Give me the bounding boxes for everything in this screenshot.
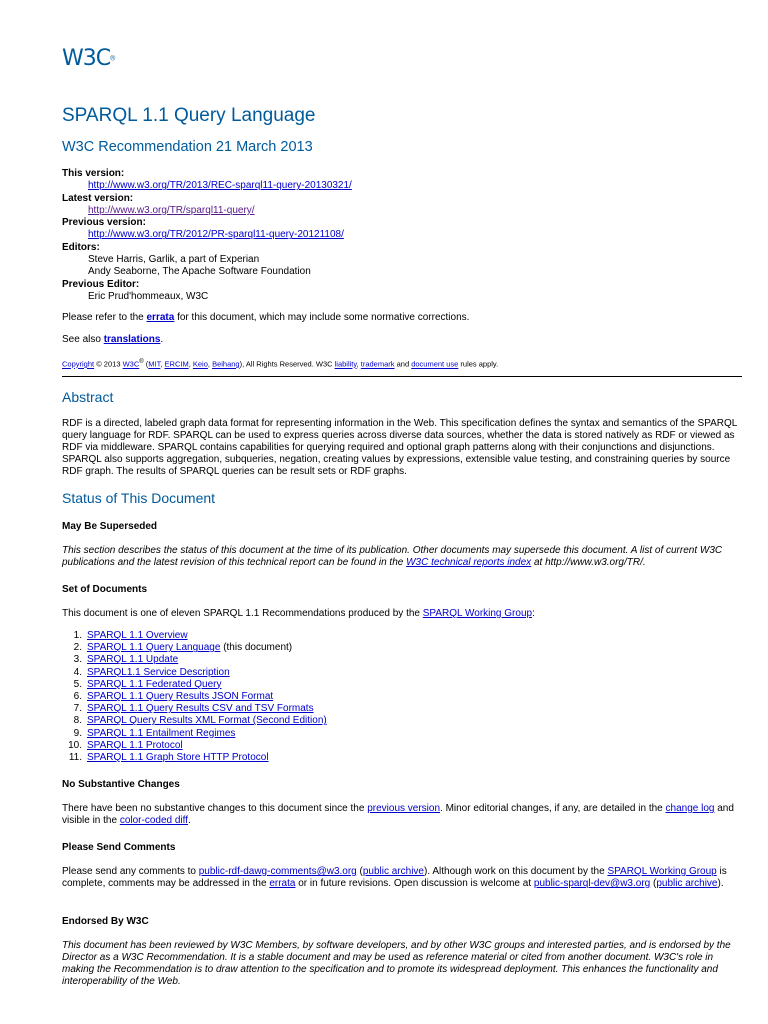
document-use-link[interactable]: document use (411, 359, 459, 369)
w3c-logo-reg: ® (110, 55, 116, 63)
endorsed-text: This document has been reviewed by W3C Members, by software developers, and by other W3C groups and interested parties, and is endorsed by the Director as a W3C Recommendation. It is a stable document and may be used as reference material or cited from another document. W3C's role in making the Recommendation is to draw attention to the specification and to promote its widespread deployment. This enhances the functionality and interoperability of the Web. (62, 940, 731, 987)
copyright-notice: Copyright © 2013 W3C® (MIT, ERCIM, Keio, Beihang), All Rights Reserved. W3C liability, trademark and document use rules apply. (62, 359, 499, 369)
list-item (62, 752, 662, 764)
this-version-link[interactable]: http://www.w3.org/TR/2013/REC-sparql11-query-20130321/ (88, 180, 352, 192)
recommendation-link[interactable]: SPARQL 1.1 Entailment Regimes (87, 727, 236, 739)
list-item (62, 703, 662, 715)
no-changes-heading: No Substantive Changes (62, 779, 180, 790)
status-heading: Status of This Document (62, 490, 216, 506)
list-item (62, 679, 662, 691)
send-comments-text: Please send any comments to public-rdf-dawg-comments@w3.org (public archive). Although work on this document by the SPARQL Working Group is complete, comments may be addressed in the errata or in future revisions. Open discussion is welcome at public-sparql-dev@w3.org (public archive). (62, 866, 727, 889)
beihang-link[interactable]: Beihang (212, 359, 240, 369)
editors-label: Editors: (62, 241, 100, 253)
latest-version-link[interactable]: http://www.w3.org/TR/sparql11-query/ (88, 204, 255, 216)
list-item-number: 8. (73, 715, 82, 727)
abstract-heading: Abstract (62, 389, 114, 405)
tr-index-link[interactable]: W3C technical reports index (406, 557, 532, 568)
list-item-number: 9. (73, 727, 82, 739)
editor-2: Andy Seaborne, The Apache Software Foundation (88, 266, 311, 278)
errata-note: Please refer to the errata for this document, which may include some normative corrections. (62, 312, 470, 323)
list-item-suffix: (this document) (220, 642, 293, 654)
w3c-link[interactable]: W3C (122, 359, 140, 369)
comments-archive-link[interactable]: public archive (362, 866, 424, 877)
w3c-logo[interactable] (62, 45, 114, 73)
sparql-wg-link[interactable]: SPARQL Working Group (422, 608, 533, 619)
errata-link[interactable]: errata (146, 312, 175, 323)
previous-editor: Eric Prud'hommeaux, W3C (88, 290, 209, 302)
keio-link[interactable]: Keio (192, 359, 208, 369)
list-item (62, 642, 662, 654)
change-log-link[interactable]: change log (665, 803, 715, 814)
comments-email-link[interactable]: public-rdf-dawg-comments@w3.org (198, 866, 357, 877)
previous-version-link[interactable]: http://www.w3.org/TR/2012/PR-sparql11-query-20121108/ (88, 229, 344, 241)
list-item-number: 10. (68, 739, 82, 751)
version-metadata (62, 168, 742, 303)
translations-link[interactable]: translations (103, 334, 161, 345)
set-of-documents-text: This document is one of eleven SPARQL 1.1 Recommendations produced by the SPARQL Working Group: (62, 608, 535, 619)
ercim-link[interactable]: ERCIM (164, 359, 189, 369)
superseded-text: This section describes the status of this document at the time of its publication. Other documents may supersede this document. A list of current W3C publications and the latest revision of this technical report can be found in the W3C technical reports index at http://www.w3.org/TR/. (62, 545, 723, 568)
recommendations-list (62, 630, 662, 764)
recommendation-link[interactable]: SPARQL 1.1 Protocol (87, 739, 183, 751)
previous-version-link-2[interactable]: previous version (367, 803, 441, 814)
list-item-number: 3. (73, 654, 82, 666)
color-coded-diff-link[interactable]: color-coded diff (119, 815, 189, 826)
list-item (62, 715, 662, 727)
list-item-number: 1. (73, 630, 82, 641)
sparql-dev-email-link[interactable]: public-sparql-dev@w3.org (533, 878, 651, 889)
dev-archive-link[interactable]: public archive (656, 878, 718, 889)
editor-1: Steve Harris, Garlik, a part of Experian (88, 254, 260, 266)
list-item (62, 667, 662, 679)
trademark-link[interactable]: trademark (360, 359, 395, 369)
send-comments-heading: Please Send Comments (62, 842, 176, 853)
recommendation-link[interactable]: SPARQL1.1 Service Description (87, 666, 230, 678)
list-item-number: 6. (73, 690, 82, 702)
recommendation-link[interactable]: SPARQL Query Results XML Format (Second Edition) (87, 715, 327, 727)
list-item (62, 630, 662, 642)
liability-link[interactable]: liability (334, 359, 357, 369)
superseded-heading: May Be Superseded (62, 521, 158, 532)
recommendation-link[interactable]: SPARQL 1.1 Federated Query (87, 678, 222, 690)
errata-link-2[interactable]: errata (269, 878, 296, 889)
list-item (62, 654, 662, 666)
recommendation-link[interactable]: SPARQL 1.1 Query Results JSON Format (87, 690, 274, 702)
list-item-number: 11. (68, 751, 82, 763)
recommendation-link[interactable]: SPARQL 1.1 Update (87, 654, 179, 666)
page-subtitle: W3C Recommendation 21 March 2013 (62, 139, 313, 155)
list-item-number: 4. (73, 666, 82, 678)
abstract-text: RDF is a directed, labeled graph data format for representing information in the Web. This specification defines the syntax and semantics of the SPARQL query language for RDF. SPARQL can be used to express queries across diverse data sources, whether the data is stored natively as RDF or viewed as RDF via middleware. SPARQL contains capabilities for querying required and optional graph patterns along with their conjunctions and disjunctions. SPARQL also supports aggregation, subqueries, negation, creating values by expressions, extensible value testing, and constraining queries by source RDF graph. The results of SPARQL queries can be result sets or RDF graphs. (62, 418, 737, 477)
latest-version-label: Latest version: (62, 192, 134, 204)
set-of-documents-heading: Set of Documents (62, 584, 148, 595)
previous-editor-label: Previous Editor: (62, 278, 140, 290)
mit-link[interactable]: MIT (148, 359, 161, 369)
list-item-number: 5. (73, 678, 82, 690)
list-item-number: 2. (73, 642, 82, 654)
sparql-wg-link-2[interactable]: SPARQL Working Group (607, 866, 717, 877)
divider (62, 376, 742, 377)
list-item (62, 728, 662, 740)
no-changes-text: There have been no substantive changes to this document since the previous version. Minor editorial changes, if any, are detailed in the change log and visible in the color-coded diff. (62, 803, 734, 826)
translations-note: See also translations. (62, 334, 164, 345)
endorsed-heading: Endorsed By W3C (62, 916, 149, 927)
previous-version-label: Previous version: (62, 217, 146, 229)
list-item (62, 691, 662, 703)
recommendation-link[interactable]: SPARQL 1.1 Query Language (87, 642, 221, 654)
page-title: SPARQL 1.1 Query Language (62, 105, 316, 126)
copyright-link[interactable]: Copyright (62, 359, 95, 369)
w3c-logo-text: W3C (62, 46, 111, 71)
recommendation-link[interactable]: SPARQL 1.1 Query Results CSV and TSV Formats (87, 703, 314, 715)
list-item-number: 7. (73, 703, 82, 715)
this-version-label: This version: (62, 168, 125, 179)
list-item (62, 740, 662, 752)
recommendation-link[interactable]: SPARQL 1.1 Overview (87, 630, 188, 641)
recommendation-link[interactable]: SPARQL 1.1 Graph Store HTTP Protocol (87, 751, 269, 763)
